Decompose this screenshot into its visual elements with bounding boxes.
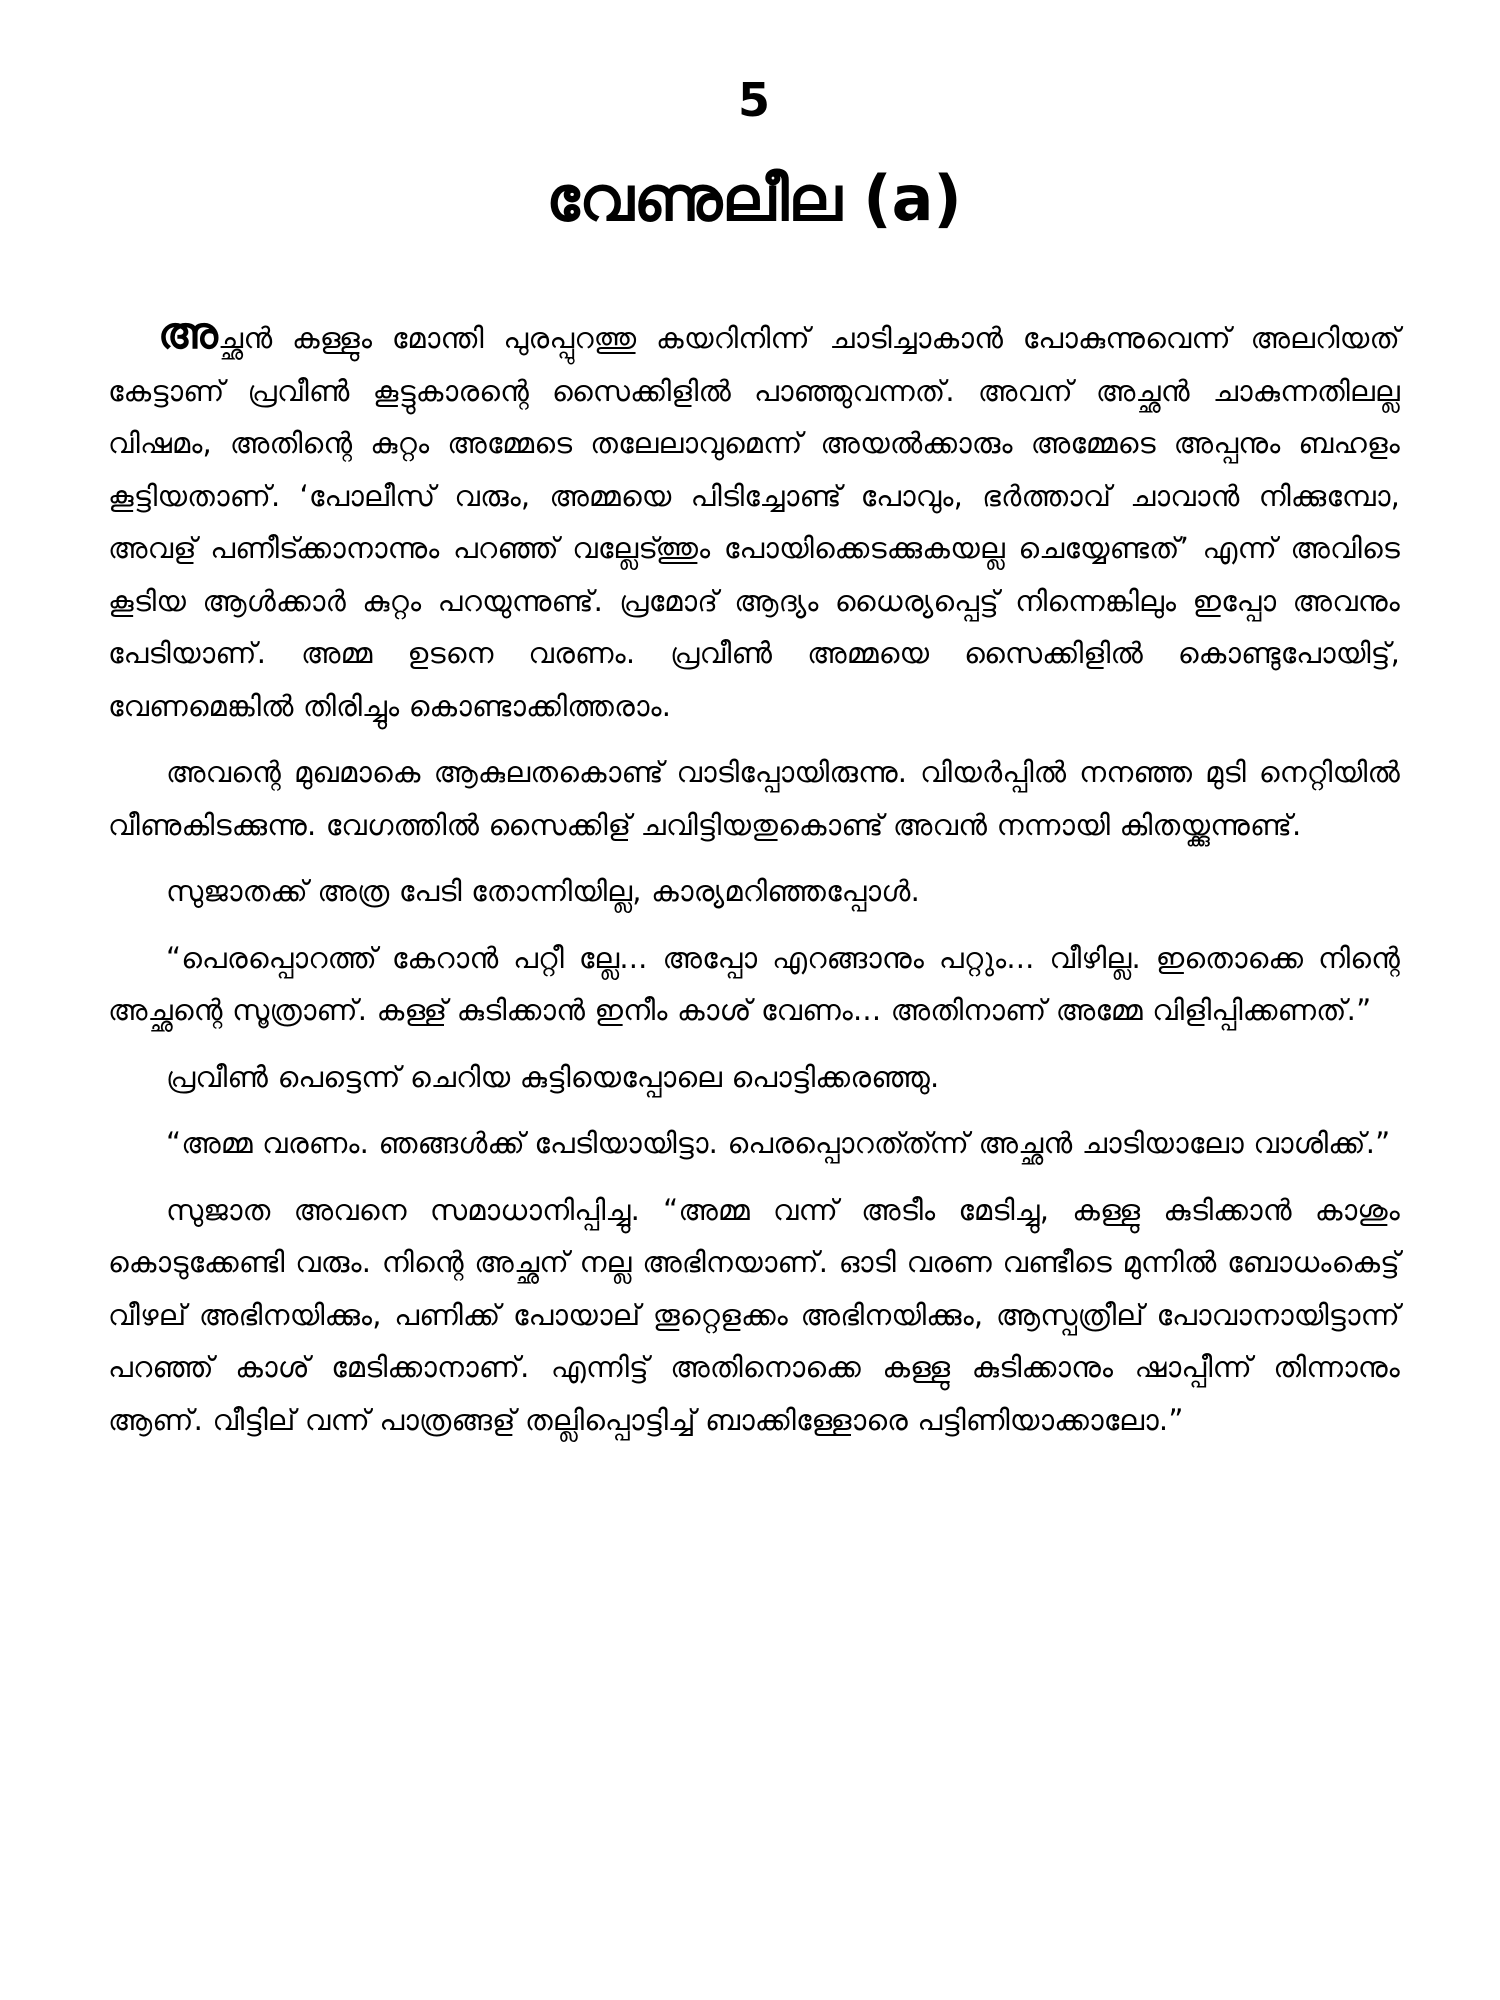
chapter-body <box>108 308 1400 1446</box>
chapter-title: വേണുലീല (a) <box>546 162 962 235</box>
paragraph-2: അവന്റെ മുഖമാകെ ആകുലതകൊണ്ട് വാടിപ്പോയിരുന്നു. വിയർപ്പിൽ നനഞ്ഞ മുടി നെറ്റിയിൽ വീണുകിടക്കുന്നു. വേഗത്തിൽ സൈക്കിള് ചവിട്ടിയതുകൊണ്ട് അവൻ നന്നായി കിതയ്ക്കുന്നുണ്ട്. <box>108 755 1400 842</box>
paragraph-7: സുജാത അവനെ സമാധാനിപ്പിച്ചു. “അമ്മ വന്ന് അടീം മേടിച്ചു, കള്ളു കുടിക്കാൻ കാശും കൊടുക്കേണ്ടി വരും. നിന്റെ അച്ഛന് നല്ല അഭിനയാണ്. ഓടി വരണ വണ്ടീടെ മുന്നിൽ ബോധംകെട്ട് വീഴല് അഭിനയിക്കും, പണിക്ക് പോയാല് തൂറ്റെളക്കം അഭിനയിക്കും, ആസ്പത്രീല് പോവാനായിട്ടാന്ന് പറഞ്ഞ് കാശ് മേടിക്കാനാണ്. എന്നിട്ട് അതിനൊക്കെ കള്ളു കുടിക്കാനും ഷാപ്പീന്ന് തിന്നാനും ആണ്. വീട്ടില് വന്ന് പാത്രങ്ങള് തല്ലിപ്പൊട്ടിച്ച് ബാക്കിള്ളോരെ പട്ടിണിയാക്കാലോ.” <box>108 1192 1400 1437</box>
paragraph-4: “പെരപ്പൊറത്ത് കേറാൻ പറ്റീ ല്ലേ... അപ്പോ എറങ്ങാനും പറ്റും... വീഴില്ല. ഇതൊക്കെ നിന്റെ അച്ഛന്റെ സൂത്രാണ്. കള്ള് കുടിക്കാൻ ഇനീം കാശ് വേണം... അതിനാണ് അമ്മേ വിളിപ്പിക്കണത്.” <box>108 940 1400 1027</box>
drop-cap: അ <box>158 308 219 359</box>
paragraph-1 <box>108 308 1400 732</box>
chapter-number: 5 <box>737 73 770 127</box>
paragraph-5: പ്രവീൺ പെട്ടെന്ന് ചെറിയ കുട്ടിയെപ്പോലെ പൊട്ടിക്കരഞ്ഞു. <box>166 1059 940 1094</box>
paragraph-1-text: ച്ഛൻ കള്ളും മോന്തി പുരപ്പുറത്തു കയറിനിന്ന് ചാടിച്ചാകാൻ പോകുന്നുവെന്ന് അലറിയത് കേട്ടാണ് പ്രവീൺ കൂട്ടുകാരന്റെ സൈക്കിളിൽ പാഞ്ഞുവന്നത്. അവന് അച്ഛൻ ചാകുന്നതിലല്ല വിഷമം, അതിന്റെ കുറ്റം അമ്മേടെ തലേലാവുമെന്ന് അയൽക്കാരും അമ്മേടെ അപ്പനും ബഹളം കൂട്ടിയതാണ്. ‘പോലീസ് വരും, അമ്മയെ പിടിച്ചോണ്ട് പോവും, ഭർത്താവ് ചാവാൻ നിക്കുമ്പോ, അവള് പണീട്ക്കാനാന്നും പറഞ്ഞ് വല്ലേട്ത്തും പോയിക്കെടക്കുകയല്ല ചെയ്യേണ്ടത്’ എന്ന് അവിടെ കൂടിയ ആൾക്കാർ കുറ്റം പറയുന്നുണ്ട്. പ്രമോദ് ആദ്യം ധൈര്യപ്പെട്ട് നിന്നെങ്കിലും ഇപ്പോ അവനും പേടിയാണ്. അമ്മ ഉടനെ വരണം. പ്രവീൺ അമ്മയെ സൈക്കിളിൽ കൊണ്ടുപോയിട്ട്, വേണമെങ്കിൽ തിരിച്ചും കൊണ്ടാക്കിത്തരാം. <box>108 321 1400 723</box>
paragraph-6: “അമ്മ വരണം. ഞങ്ങൾക്ക് പേടിയായിട്ടാ. പെരപ്പൊറത്ത്ന്ന് അച്ഛൻ ചാടിയാലോ വാശിക്ക്.” <box>166 1126 1391 1160</box>
paragraph-3: സുജാതക്ക് അത്ര പേടി തോന്നിയില്ല, കാര്യമറിഞ്ഞപ്പോൾ. <box>166 874 921 908</box>
